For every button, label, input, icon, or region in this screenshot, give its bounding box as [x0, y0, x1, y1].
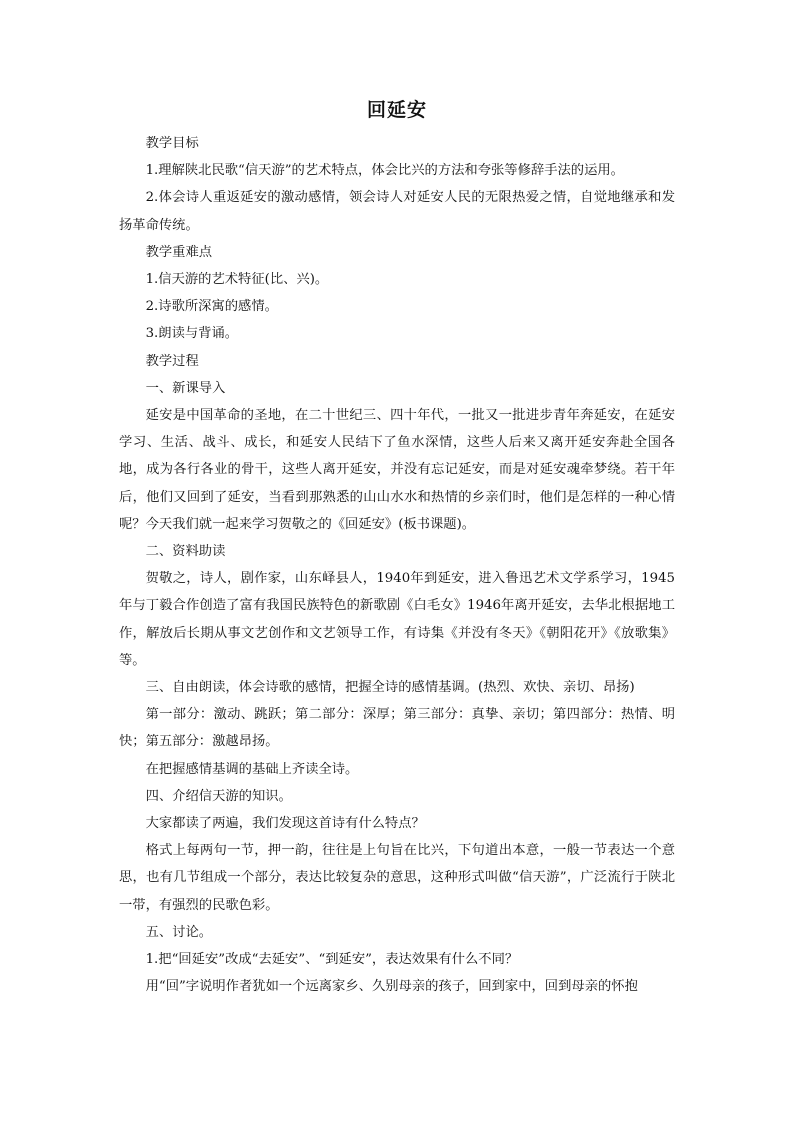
subheading-free-reading: 三、自由朗读，体会诗歌的感情，把握全诗的感情基调。(热烈、欢快、亲切、昂扬)	[145, 680, 635, 696]
question-paragraph: 大家都读了两遍，我们发现这首诗有什么特点？	[145, 816, 425, 832]
section-heading-process: 教学过程	[145, 353, 199, 369]
section-heading-key-points: 教学重难点	[145, 244, 213, 260]
key-point-2: 2.诗歌所深寓的感情。	[145, 299, 278, 315]
objective-2: 2.体会诗人重返延安的激动感情，领会诗人对延安人民的无限热爱之情，自觉地继承和发扬革命传统。	[119, 190, 675, 233]
subheading-introduction: 一、新课导入	[145, 380, 226, 396]
subheading-xintianyou: 四、介绍信天游的知识。	[145, 788, 292, 804]
discussion-answer-1: 用“回”字说明作者犹如一个远离家乡、久别母亲的孩子，回到家中，回到母亲的怀抱	[145, 979, 638, 995]
subheading-reference-material: 二、资料助读	[145, 544, 226, 560]
objective-1: 1.理解陕北民歌“信天游”的艺术特点，体会比兴的方法和夸张等修辞手法的运用。	[145, 163, 624, 179]
document-page	[119, 94, 675, 1001]
discussion-question-1: 1.把“回延安”改成“去延安”、“到延安”，表达效果有什么不同？	[145, 952, 519, 968]
author-bio-paragraph: 贺敬之，诗人，剧作家，山东峄县人，1940年到延安，进入鲁迅艺术文学系学习，1945年与丁毅合作创造了富有我国民族特色的新歌剧《白毛女》1946年离开延安，去华北根据地工作，解放后长期从事文艺创作和文艺领导工作，有诗集《并没有冬天》《朝阳花开》《放歌集》等。	[119, 571, 675, 668]
format-paragraph: 格式上每两句一节，押一韵，往往是上句旨在比兴，下句道出本意，一般一节表达一个意思，也有几节组成一个部分，表达比较复杂的意思，这种形式叫做“信天游”，广泛流行于陕北一带，有强烈的民歌色彩。	[119, 843, 675, 913]
read-together-paragraph: 在把握感情基调的基础上齐读全诗。	[145, 761, 359, 777]
emotion-parts-paragraph: 第一部分：激动、跳跃；第二部分：深厚；第三部分：真挚、亲切；第四部分：热情、明快；第五部分：激越昂扬。	[119, 707, 675, 750]
key-point-3: 3.朗读与背诵。	[145, 326, 239, 342]
document-title: 回延安	[366, 99, 427, 121]
key-point-1: 1.信天游的艺术特征(比、兴)。	[145, 272, 329, 288]
introduction-paragraph: 延安是中国革命的圣地，在二十世纪三、四十年代，一批又一批进步青年奔延安，在延安学习、生活、战斗、成长，和延安人民结下了鱼水深情，这些人后来又离开延安奔赴全国各地，成为各行各业的骨干，这些人离开延安，并没有忘记延安，而是对延安魂牵梦绕。若干年后，他们又回到了延安，当看到那熟悉的山山水水和热情的乡亲们时，他们是怎样的一种心情呢？今天我们就一起来学习贺敬之的《回延安》(板书课题)。	[119, 408, 675, 532]
subheading-discussion: 五、讨论。	[145, 924, 213, 940]
section-heading-objectives: 教学目标	[145, 136, 199, 151]
